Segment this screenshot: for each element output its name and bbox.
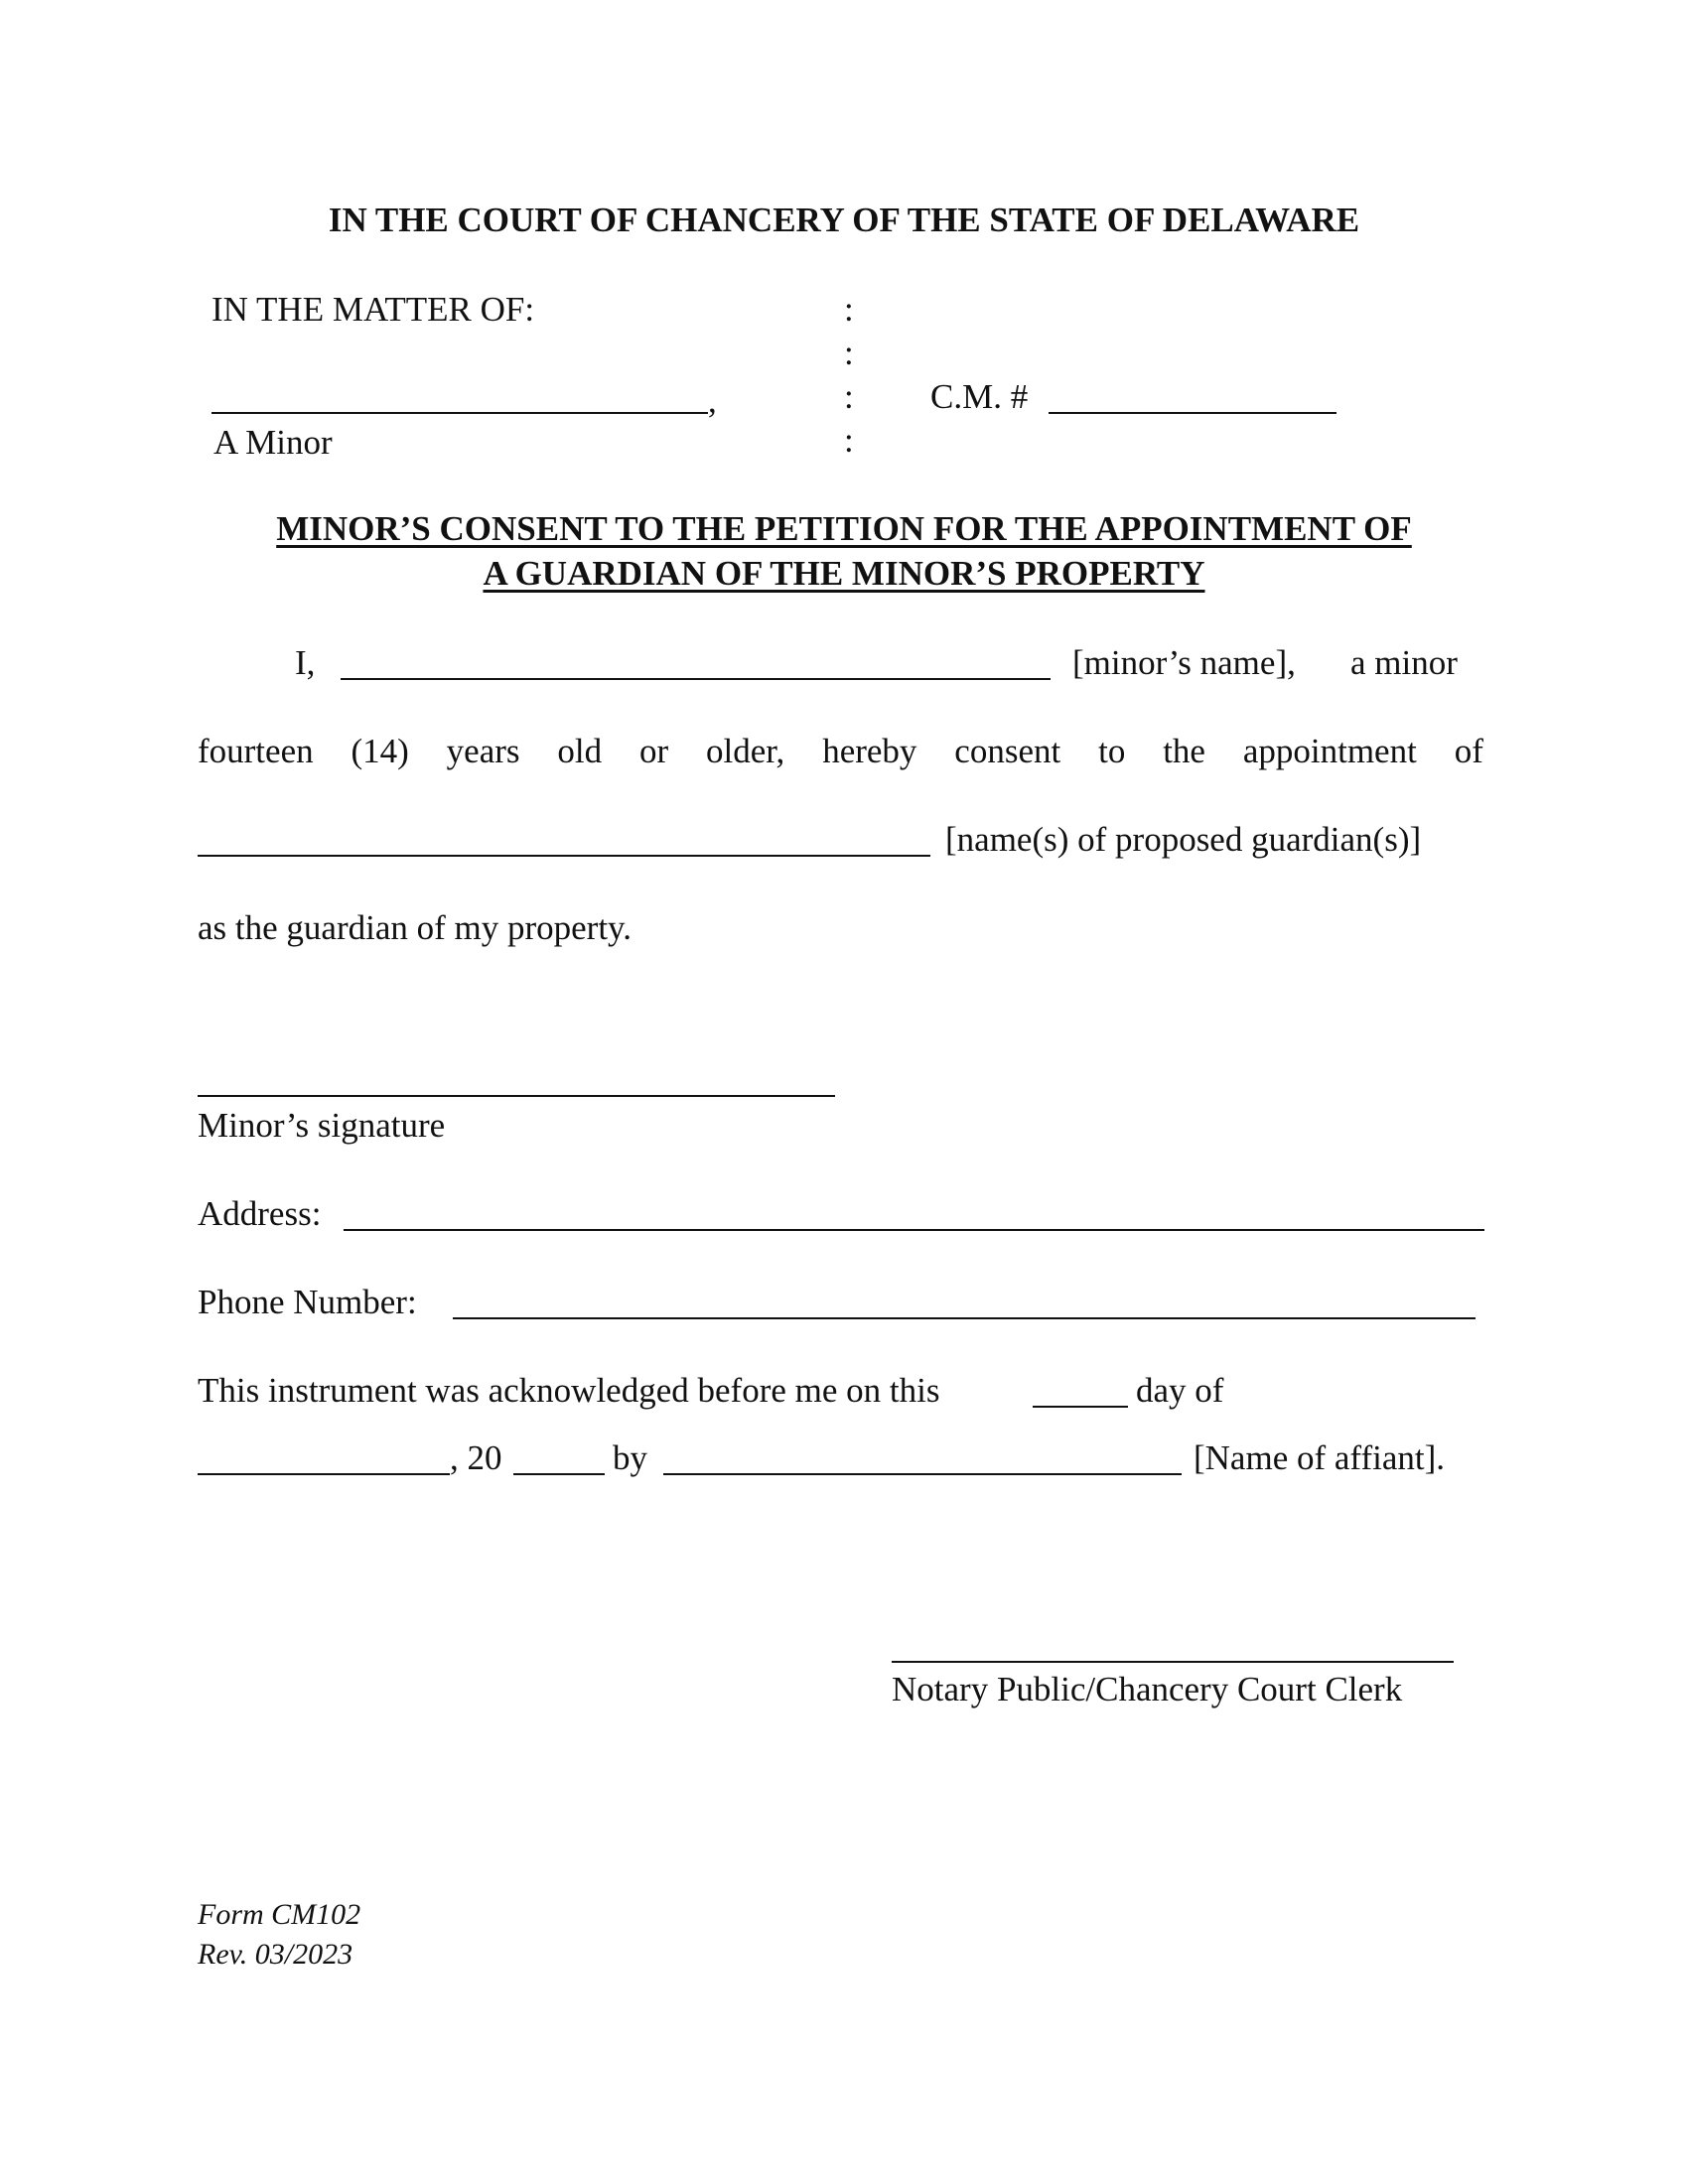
body-word: to — [1098, 732, 1126, 770]
caption-colon: : — [844, 421, 854, 460]
form-heading-line1: MINOR’S CONSENT TO THE PETITION FOR THE APPOINTMENT OF — [276, 509, 1412, 548]
affiant-name-blank[interactable] — [663, 1473, 1182, 1475]
year-prefix: , 20 — [450, 1438, 502, 1477]
closing-text: as the guardian of my property. — [198, 908, 633, 947]
guardian-hint: [name(s) of proposed guardian(s)] — [945, 820, 1422, 859]
body-word: older, — [706, 732, 785, 770]
body-word: old — [557, 732, 603, 770]
by-text: by — [613, 1438, 647, 1477]
cm-number-label: C.M. # — [930, 377, 1029, 416]
guardian-name-blank[interactable] — [198, 855, 930, 857]
minors-name-blank[interactable] — [341, 678, 1051, 680]
form-heading-line2: A GUARDIAN OF THE MINOR’S PROPERTY — [483, 554, 1205, 593]
day-blank[interactable] — [1033, 1406, 1128, 1408]
caption-colon: : — [844, 290, 854, 329]
affiant-hint: [Name of affiant]. — [1194, 1438, 1445, 1477]
minor-name-blank[interactable] — [211, 412, 708, 414]
year-blank[interactable] — [513, 1473, 605, 1475]
minor-signature-label: Minor’s signature — [198, 1106, 446, 1145]
month-blank[interactable] — [198, 1473, 450, 1475]
body-word: (14) — [351, 732, 409, 770]
cm-number-blank[interactable] — [1049, 412, 1336, 414]
minors-name-hint: [minor’s name], — [1072, 643, 1296, 682]
body-word: years — [446, 732, 520, 770]
minor-label: A Minor — [213, 423, 333, 462]
body-word: of — [1454, 732, 1483, 770]
form-number: Form CM102 — [198, 1898, 361, 1931]
body-word: the — [1163, 732, 1205, 770]
i-label: I, — [295, 643, 316, 682]
minor-name-comma: , — [708, 381, 717, 420]
matter-label: IN THE MATTER OF: — [211, 290, 535, 329]
phone-blank[interactable] — [453, 1317, 1476, 1319]
notary-signature-line[interactable] — [892, 1661, 1454, 1663]
minor-signature-line[interactable] — [198, 1095, 835, 1097]
body-word: appointment — [1242, 732, 1417, 770]
notary-label: Notary Public/Chancery Court Clerk — [892, 1670, 1403, 1708]
caption-colon: : — [844, 334, 854, 372]
phone-label: Phone Number: — [198, 1283, 417, 1321]
court-title: IN THE COURT OF CHANCERY OF THE STATE OF DELAWARE — [328, 201, 1360, 239]
form-revision: Rev. 03/2023 — [198, 1938, 353, 1971]
address-label: Address: — [198, 1194, 322, 1233]
body-word: fourteen — [198, 732, 314, 770]
acknowledgment-text: This instrument was acknowledged before me on this — [198, 1371, 940, 1410]
body-word: hereby — [822, 732, 917, 770]
body-line-2 — [198, 732, 1483, 771]
day-of-text: day of — [1136, 1371, 1224, 1410]
body-word: or — [639, 732, 669, 770]
caption-colon: : — [844, 377, 854, 416]
a-minor-text: a minor — [1350, 643, 1458, 682]
body-word: consent — [954, 732, 1061, 770]
address-blank[interactable] — [344, 1229, 1484, 1231]
